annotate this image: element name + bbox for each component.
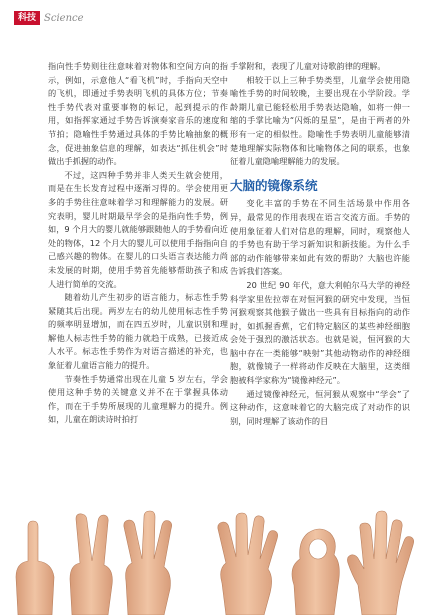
hand-one (16, 521, 54, 615)
paragraph: 变化丰富的手势在不同生活场景中作用各异，最常见的作用表现在语言交流方面。手势的使用象征着人们对信息的理解，同时，观察他人的手势也有助于学习新知识和新技能。为什么手部的动作能够带来如此有效的帮助？大脑也许能告诉我们答案。 (230, 198, 410, 277)
paragraph: 20 世纪 90 年代，意大利帕尔马大学的神经科学家里佐拉蒂在对恒河猴的研究中发现，当恒河猴观察其他猴子做出一些具有目标指向的动作时，如抓握香蕉，它们特定脑区的某些神经细胞会处于强烈的激活状态。也就是说，恒河猴的大脑中存在一类能够“映射”其他动物动作的神经细胞，就像镜子一样将动作反映在大脑里，这类细胞被科学家称为“镜像神经元”。 (230, 279, 410, 386)
section-name: Science (44, 12, 84, 24)
right-column (230, 60, 410, 428)
hand-three (124, 511, 172, 615)
hand-two (70, 514, 112, 615)
paragraph: 随着幼儿产生初步的语言能力，标志性手势紧随其后出现。两岁左右的幼儿使用标志性手势的频率明显增加，而在四五岁时，儿童识别和理解他人标志性手势的能力就趋于成熟，已接近成人水平。标志性手势作为对语言描述的补充，也象征着儿童语言能力的提升。 (48, 292, 228, 371)
paragraph: 相较于以上三种手势类型，儿童学会使用隐喻性手势的时间较晚，主要出现在小学阶段。学龄期儿童已能轻松用手势表达隐喻，如将一伸一缩的手掌比喻为“闪烁的星星”，是由于两者的外形有一定的相似性。隐喻性手势表明儿童能够清楚地理解实际物体和比喻物体之间的联系，也象征着儿童隐喻理解能力的发展。 (230, 74, 410, 167)
section-tag: 科技 (14, 11, 40, 25)
left-column (48, 60, 228, 427)
hand-four (218, 513, 278, 615)
paragraph: 通过镜像神经元，恒河猴从观察中“学会”了这种动作，这意味着它的大脑完成了对动作的识别，同时理解了该动作的目 (230, 388, 410, 426)
header (14, 10, 84, 26)
paragraph: 节奏性手势通常出现在儿童 5 岁左右，学会使用这种手势的关键意义并不在于掌握具体动作，而在于手势所展现的儿童理解力的提升。例如，儿童在朗读诗时拍打 (48, 373, 228, 425)
section-title: 大脑的镜像系统 (230, 177, 318, 193)
paragraph: 手掌附和，表现了儿童对诗歌韵律的理解。 (230, 61, 386, 71)
hand-six (347, 511, 413, 615)
paragraph: 指向性手势则往往意味着对物体和空间方向的指示，例如，示意他人“看飞机”时，手指向天空中的飞机，即通过手势表明飞机的具体方位；节奏性手势代表对重要事物的标记，起到提示的作用，如指挥家通过手势告诉演奏家音乐的速度和节拍；隐喻性手势通过具体的手势比喻抽象的概念，促进抽象信息的理解，如表达“抓住机会”时做出手抓握的动作。 (48, 61, 228, 167)
hands-illustration (0, 497, 427, 615)
hand-five (292, 529, 339, 615)
paragraph: 不过，这四种手势并非人类天生就会使用，而是在生长发育过程中逐渐习得的。学会使用更多的手势往往意味着学习和理解能力的发展。研究表明，婴儿时期最早学会的是指向性手势，例如，9 个月大的婴儿就能够跟随他人的手势看向近处的物体，12 个月大的婴儿可以使用手指指向自己感兴趣的物体。在婴儿的口头语言表达能力尚未发展的时期，使用手势首先能够帮助孩子和成人进行简单的交流。 (48, 169, 228, 289)
